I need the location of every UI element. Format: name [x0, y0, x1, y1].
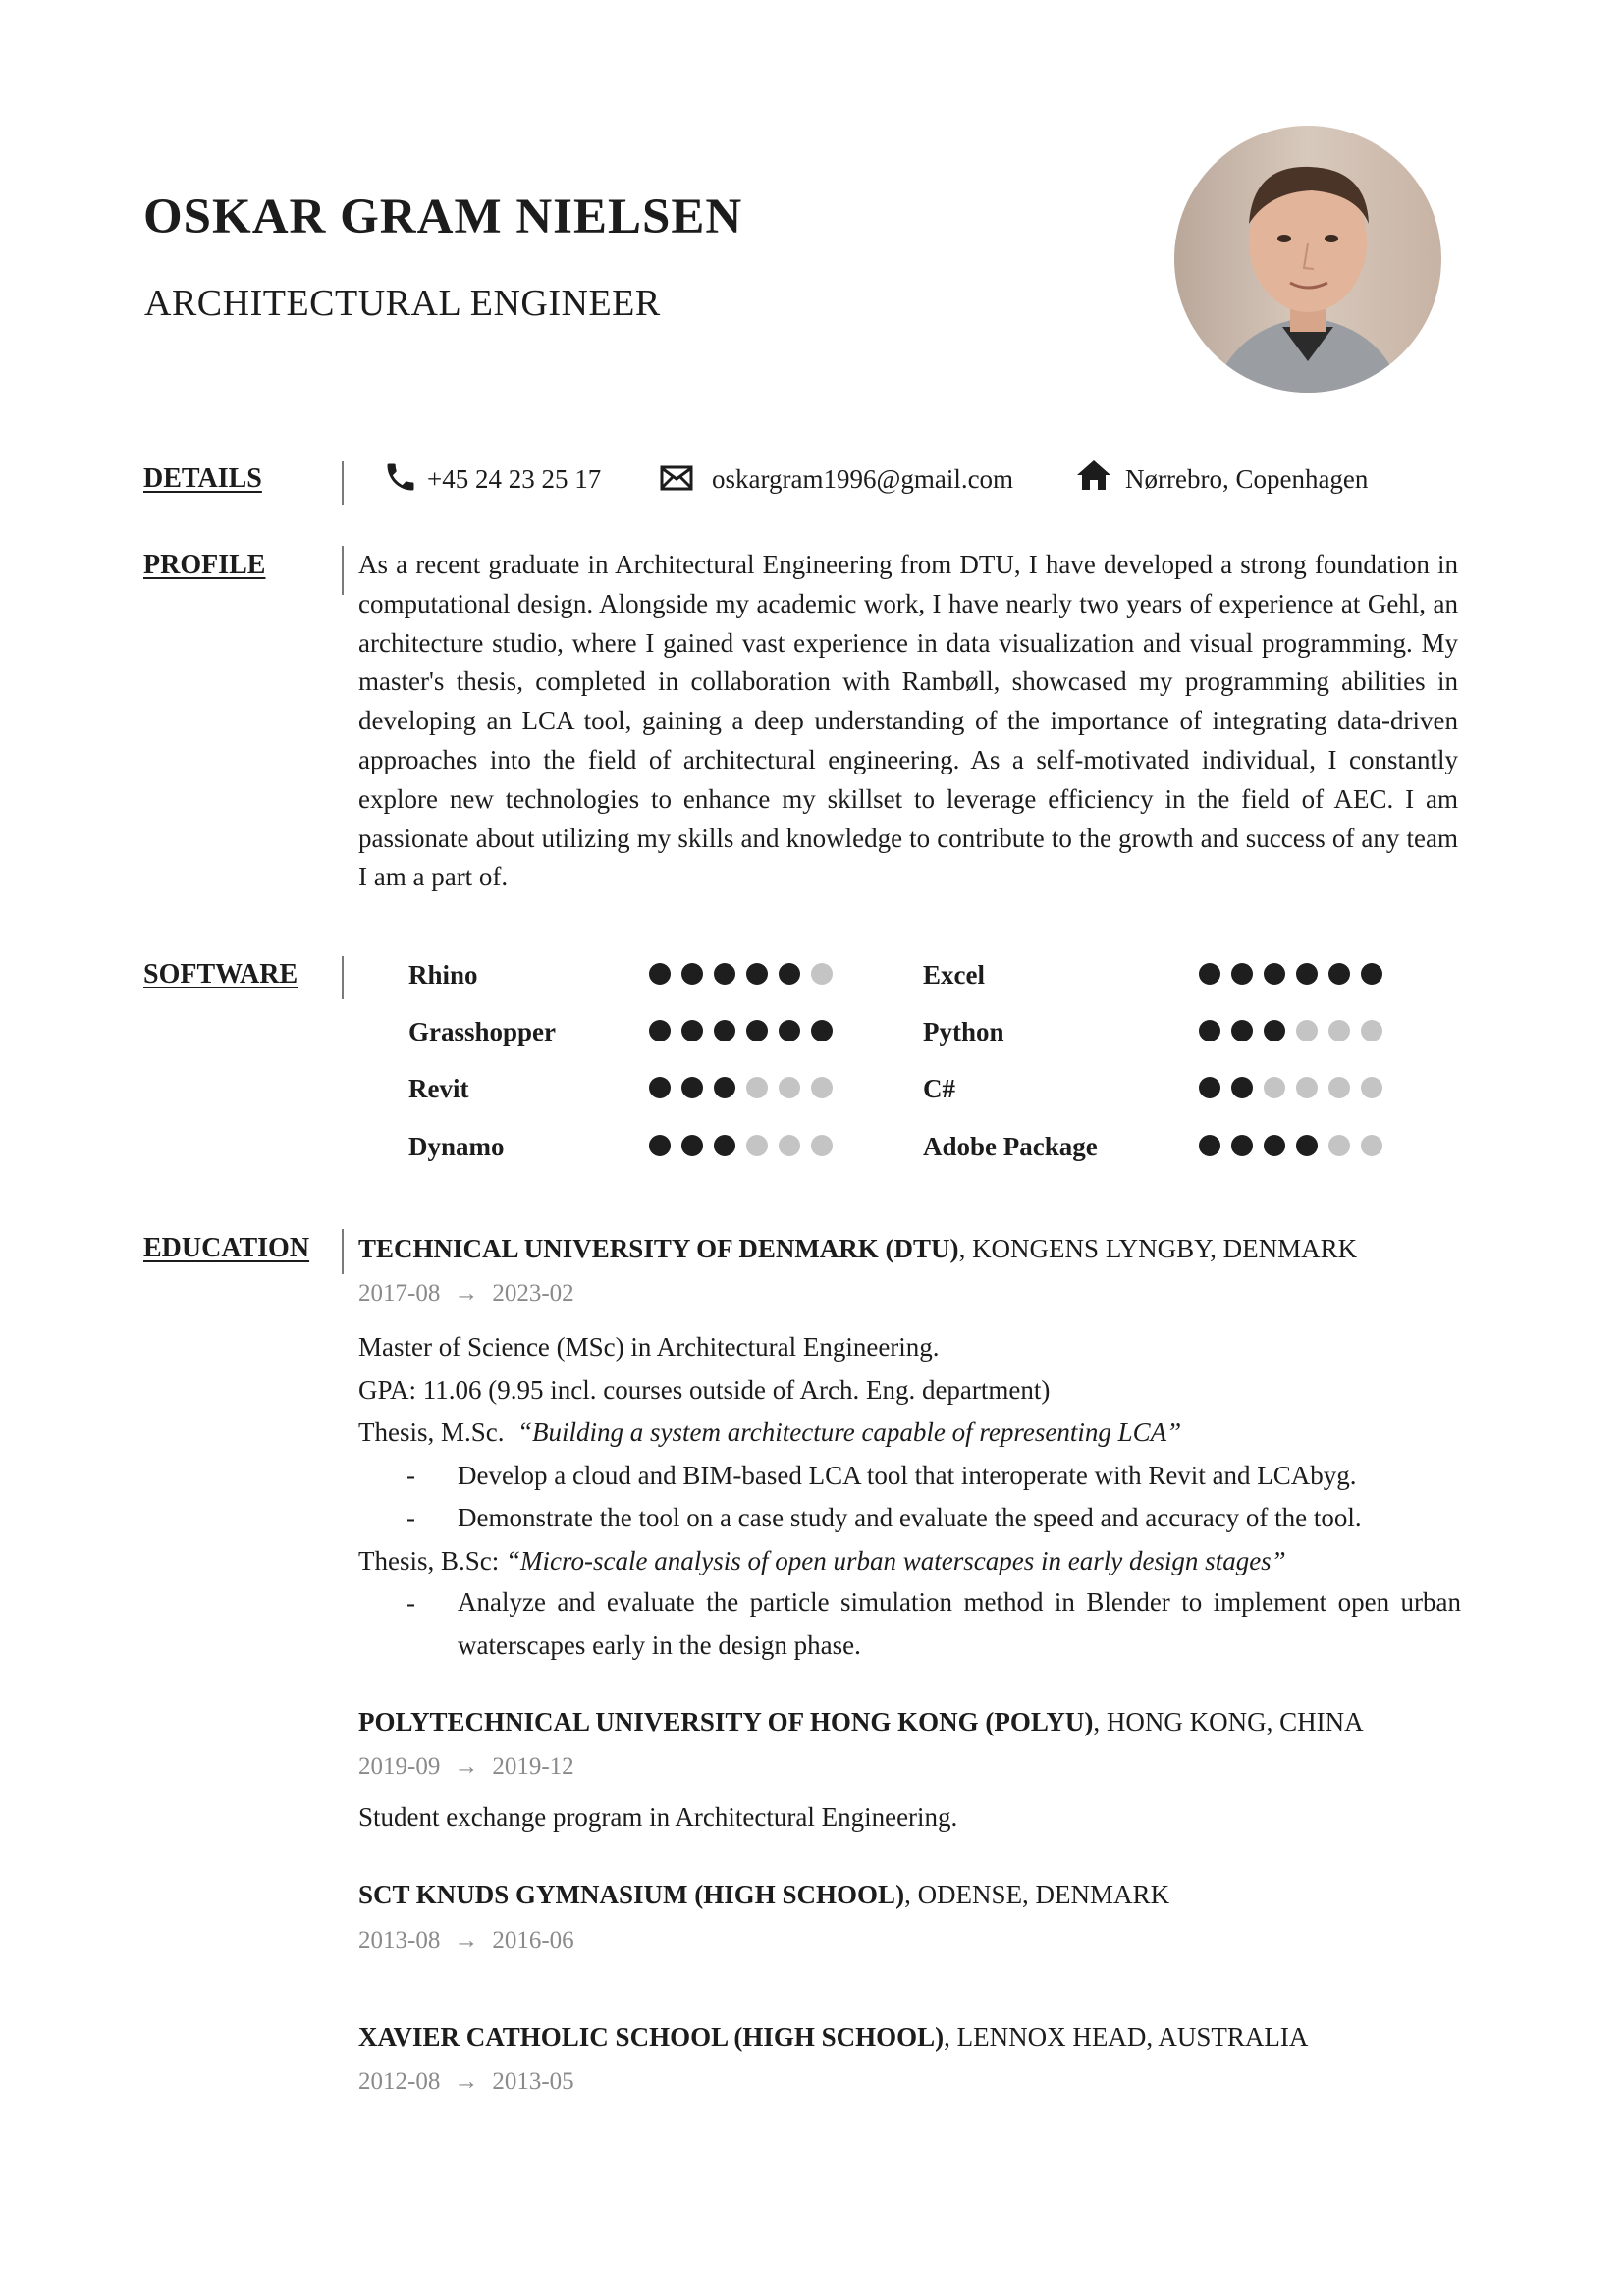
skill-rating [649, 1077, 833, 1098]
software-divider [342, 956, 344, 999]
skill-rating [649, 1020, 833, 1041]
rating-dot-filled [681, 1077, 703, 1098]
home-icon [1076, 459, 1111, 491]
bullet-dash: - [406, 1461, 415, 1490]
skill-rating [649, 1135, 833, 1156]
rating-dot-filled [1231, 1020, 1253, 1041]
profile-summary: As a recent graduate in Architectural Engineering from DTU, I have developed a strong foundation in computational design. Alongside my academic work, I have nearly two years of experience at Gehl, an architecture studio, where I gained vast experience in data visualization and visual programming. My master's thesis, completed in collaboration with Rambøll, showcased my programming abilities in developing an LCA tool, gaining a deep understanding of the importance of integrating data-driven approaches into the field of architectural engineering. As a self-motivated individual, I constantly explore new technologies to enhance my skillset to leverage efficiency in the field of AEC. I am passionate about utilizing my skills and knowledge to contribute to the growth and success of any team I am a part of. [358, 550, 1458, 892]
rating-dot-filled [1264, 1020, 1285, 1041]
thesis-msc-label: Thesis, M.Sc. [358, 1417, 505, 1447]
skill-rating [649, 963, 833, 985]
rating-dot-filled [649, 1020, 671, 1041]
rating-dot-empty [811, 963, 833, 985]
school-name: XAVIER CATHOLIC SCHOOL (HIGH SCHOOL) [358, 2022, 945, 2052]
rating-dot-filled [1264, 1135, 1285, 1156]
school-heading [358, 2024, 1308, 2051]
details-divider [342, 461, 344, 505]
rating-dot-empty [746, 1135, 768, 1156]
rating-dot-empty [1328, 1077, 1350, 1098]
school-name: SCT KNUDS GYMNASIUM (HIGH SCHOOL) [358, 1880, 905, 1909]
software-name: Dynamo [408, 1132, 505, 1161]
school-location: , ODENSE, DENMARK [904, 1880, 1170, 1909]
date-range [358, 1281, 574, 1306]
rating-dot-empty [1328, 1135, 1350, 1156]
rating-dot-empty [1328, 1020, 1350, 1041]
rating-dot-filled [1231, 1135, 1253, 1156]
location-text: Nørrebro, Copenhagen [1125, 464, 1369, 494]
end-date: 2016-06 [492, 1927, 574, 1953]
arrow-right-icon: → [454, 1927, 479, 1953]
thesis-bsc-line [358, 1548, 1286, 1575]
rating-dot-empty [1264, 1077, 1285, 1098]
rating-dot-filled [714, 963, 735, 985]
start-date: 2013-08 [358, 1927, 441, 1953]
rating-dot-empty [1361, 1135, 1382, 1156]
bullet-item: Analyze and evaluate the particle simulation method in Blender to implement open urban waterscapes early in the design phase. [458, 1587, 1461, 1660]
gpa-line: GPA: 11.06 (9.95 incl. courses outside of Arch. Eng. department) [358, 1375, 1051, 1405]
rating-dot-empty [779, 1135, 800, 1156]
details-label: DETAILS [143, 463, 262, 494]
profile-label: PROFILE [143, 550, 266, 580]
rating-dot-filled [1296, 1135, 1318, 1156]
rating-dot-filled [811, 1020, 833, 1041]
start-date: 2012-08 [358, 2068, 441, 2095]
start-date: 2017-08 [358, 1280, 441, 1307]
rating-dot-empty [811, 1077, 833, 1098]
date-range [358, 1754, 574, 1779]
skill-rating [1199, 1020, 1382, 1041]
rating-dot-filled [779, 963, 800, 985]
school-heading [358, 1882, 1169, 1908]
bullet-item: Develop a cloud and BIM-based LCA tool that interoperate with Revit and LCAbyg. [458, 1461, 1357, 1490]
phone-number[interactable]: +45 24 23 25 17 [427, 464, 602, 494]
rating-dot-filled [1296, 963, 1318, 985]
school-location: , KONGENS LYNGBY, DENMARK [958, 1234, 1358, 1263]
rating-dot-filled [779, 1020, 800, 1041]
rating-dot-filled [681, 1020, 703, 1041]
thesis-bsc-label: Thesis, B.Sc: [358, 1546, 500, 1575]
school-name: POLYTECHNICAL UNIVERSITY OF HONG KONG (POLYU) [358, 1707, 1094, 1736]
profile-divider [342, 546, 344, 595]
rating-dot-filled [649, 1135, 671, 1156]
rating-dot-filled [1231, 1077, 1253, 1098]
school-heading [358, 1709, 1364, 1735]
school-name: TECHNICAL UNIVERSITY OF DENMARK (DTU) [358, 1234, 959, 1263]
thesis-msc-line [358, 1419, 1181, 1446]
rating-dot-empty [1361, 1077, 1382, 1098]
skill-rating [1199, 1135, 1382, 1156]
thesis-msc-title: “Building a system architecture capable of representing LCA” [517, 1417, 1182, 1447]
rating-dot-filled [746, 1020, 768, 1041]
bullet-dash: - [406, 1503, 415, 1532]
software-name: Grasshopper [408, 1017, 557, 1046]
software-name: Python [923, 1017, 1004, 1046]
rating-dot-filled [1264, 963, 1285, 985]
arrow-right-icon: → [454, 1753, 479, 1780]
rating-dot-empty [1296, 1077, 1318, 1098]
thesis-bsc-title: “Micro-scale analysis of open urban waterscapes in early design stages” [506, 1546, 1286, 1575]
rating-dot-empty [779, 1077, 800, 1098]
bullet-item: Demonstrate the tool on a case study and evaluate the speed and accuracy of the tool. [458, 1503, 1362, 1532]
arrow-right-icon: → [454, 2068, 479, 2095]
rating-dot-empty [811, 1135, 833, 1156]
end-date: 2013-05 [492, 2068, 574, 2095]
education-divider [342, 1229, 344, 1274]
rating-dot-filled [649, 963, 671, 985]
rating-dot-empty [1296, 1020, 1318, 1041]
software-name: Rhino [408, 960, 478, 989]
phone-icon [383, 459, 418, 495]
rating-dot-filled [1199, 1135, 1220, 1156]
skill-rating [1199, 1077, 1382, 1098]
profile-photo [1174, 126, 1441, 393]
degree-line: Master of Science (MSc) in Architectural Engineering. [358, 1332, 940, 1362]
rating-dot-filled [1361, 963, 1382, 985]
start-date: 2019-09 [358, 1753, 441, 1780]
date-range [358, 2069, 574, 2094]
mail-icon [660, 465, 693, 491]
rating-dot-filled [714, 1077, 735, 1098]
rating-dot-filled [649, 1077, 671, 1098]
rating-dot-filled [681, 963, 703, 985]
date-range [358, 1928, 574, 1952]
rating-dot-filled [1328, 963, 1350, 985]
end-date: 2023-02 [492, 1280, 574, 1307]
rating-dot-empty [746, 1077, 768, 1098]
program-line: Student exchange program in Architectural Engineering. [358, 1802, 958, 1832]
school-location: , HONG KONG, CHINA [1093, 1707, 1364, 1736]
school-heading [358, 1236, 1357, 1262]
rating-dot-filled [681, 1135, 703, 1156]
school-location: , LENNOX HEAD, AUSTRALIA [944, 2022, 1309, 2052]
email-address[interactable]: oskargram1996@gmail.com [712, 464, 1014, 494]
rating-dot-filled [1199, 963, 1220, 985]
software-name: Excel [923, 960, 985, 989]
end-date: 2019-12 [492, 1753, 574, 1780]
job-title: ARCHITECTURAL ENGINEER [144, 283, 661, 324]
skill-rating [1199, 963, 1382, 985]
education-label: EDUCATION [143, 1233, 310, 1263]
rating-dot-filled [1231, 963, 1253, 985]
full-name: OSKAR GRAM NIELSEN [143, 189, 743, 244]
arrow-right-icon: → [454, 1280, 479, 1307]
software-label: SOFTWARE [143, 959, 298, 989]
bullet-dash: - [406, 1588, 415, 1618]
software-name: C# [923, 1074, 955, 1103]
rating-dot-filled [1199, 1077, 1220, 1098]
rating-dot-filled [714, 1020, 735, 1041]
rating-dot-filled [714, 1135, 735, 1156]
software-name: Adobe Package [923, 1132, 1098, 1161]
rating-dot-filled [746, 963, 768, 985]
rating-dot-empty [1361, 1020, 1382, 1041]
rating-dot-filled [1199, 1020, 1220, 1041]
software-name: Revit [408, 1074, 469, 1103]
